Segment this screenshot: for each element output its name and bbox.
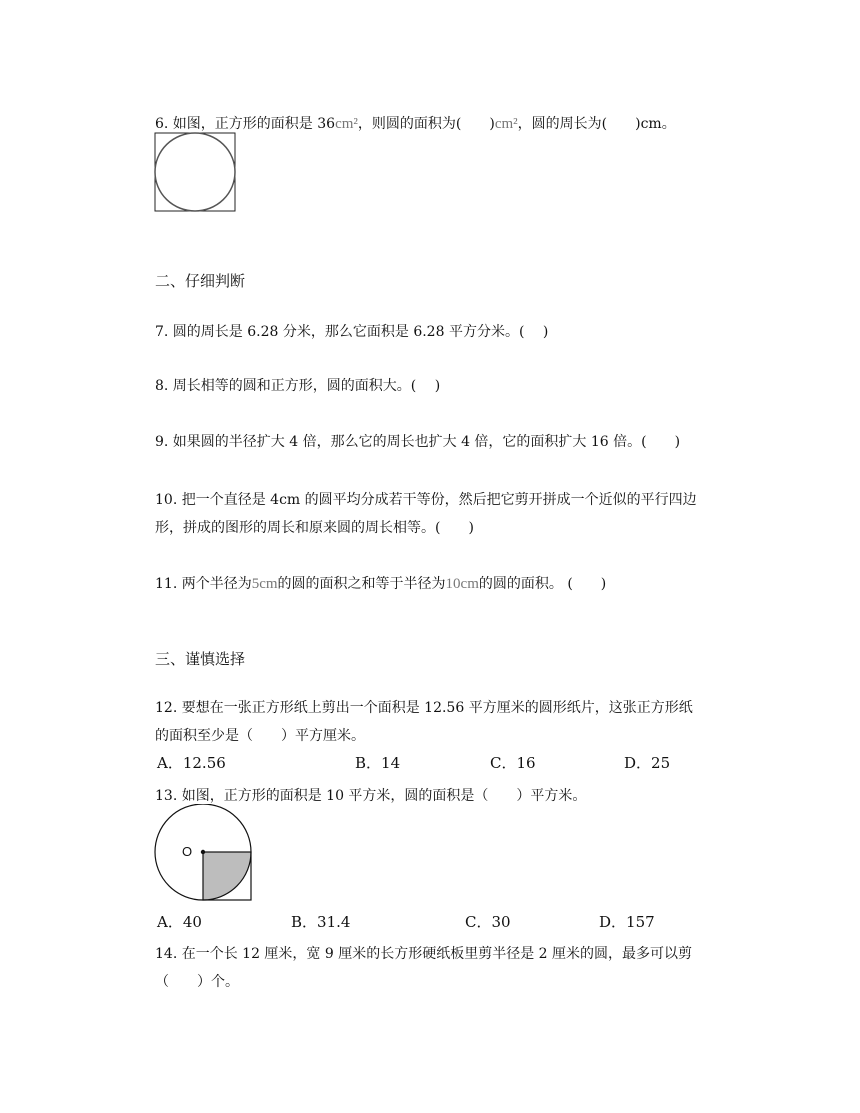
option-b[interactable]: B．14	[355, 754, 401, 772]
section-2-heading: 二、仔细判断	[155, 272, 246, 290]
option-c[interactable]: C．16	[490, 754, 536, 772]
question-8: 8. 周长相等的圆和正方形，圆的面积大。( )	[155, 378, 441, 394]
q13-figure-circle-with-square	[152, 804, 254, 904]
question-10-line-2: 形，拼成的图形的周长和原来圆的周长相等。( )	[155, 520, 474, 536]
option-d[interactable]: D．25	[624, 754, 671, 772]
question-6-part-1: 6. 如图，正方形的面积是 36	[155, 116, 336, 132]
option-d[interactable]: D．157	[599, 913, 655, 931]
question-11-part-1: 11. 两个半径为	[155, 576, 252, 592]
unit-cm2: cm²	[494, 116, 518, 132]
question-11-part-3: 的圆的面积。 ( )	[478, 576, 607, 592]
question-10-line-1: 10. 把一个直径是 4cm 的圆平均分成若干等份，然后把它剪开拼成一个近似的平行四边	[155, 492, 697, 508]
question-14-line-2: （ ）个。	[155, 974, 239, 990]
center-label-o: O	[182, 844, 193, 859]
question-14-line-1: 14. 在一个长 12 厘米，宽 9 厘米的长方形硬纸板里剪半径是 2 厘米的圆，最多可以剪	[155, 946, 693, 962]
question-12-line-1: 12. 要想在一张正方形纸上剪出一个面积是 12.56 平方厘米的圆形纸片，这张正方形纸	[155, 700, 693, 716]
question-6-part-3: ，圆的周长为( )cm。	[517, 116, 676, 132]
question-7: 7. 圆的周长是 6.28 分米，那么它面积是 6.28 平方分米。( )	[155, 324, 549, 340]
option-a[interactable]: A．40	[157, 913, 202, 931]
question-12-line-2: 的面积至少是（ ）平方厘米。	[155, 728, 365, 744]
unit-5cm: 5cm	[251, 576, 278, 592]
option-a[interactable]: A．12.56	[157, 754, 226, 772]
question-6-part-2: ，则圆的面积为( )	[357, 116, 495, 132]
option-c[interactable]: C．30	[465, 913, 511, 931]
question-11	[155, 574, 606, 594]
question-13-options	[157, 912, 697, 932]
question-13: 13. 如图，正方形的面积是 10 平方米，圆的面积是（ ）平方米。	[155, 788, 587, 804]
option-b[interactable]: B．31.4	[291, 913, 351, 931]
question-6	[155, 114, 676, 134]
unit-cm2: cm²	[335, 116, 358, 132]
question-11-part-2: 的圆的面积之和等于半径为	[277, 576, 446, 592]
q6-figure-circle-in-square	[154, 132, 238, 214]
question-12-options	[157, 753, 697, 773]
question-9: 9. 如果圆的半径扩大 4 倍，那么它的周长也扩大 4 倍，它的面积扩大 16 倍。( )	[155, 434, 681, 450]
section-3-heading: 三、谨慎选择	[155, 650, 246, 668]
unit-10cm: 10cm	[445, 576, 479, 592]
